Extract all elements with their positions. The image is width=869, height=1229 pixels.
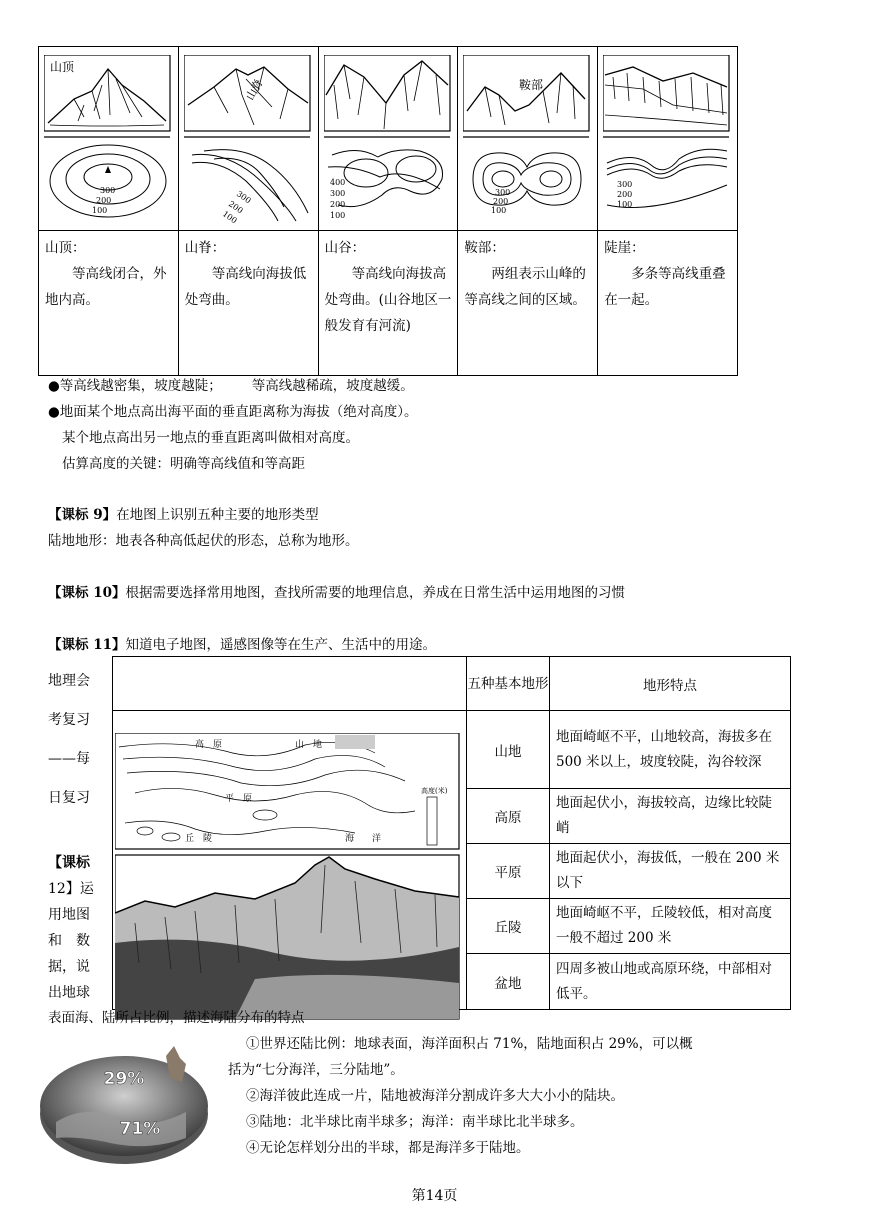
ocean-percentage: 71% (119, 1119, 161, 1139)
side-review-text (48, 662, 104, 818)
land-percentage: 29% (103, 1069, 145, 1089)
landform-desc: 多条等高线重叠在一起。 (604, 266, 726, 308)
page-number: 第14页 (411, 1188, 458, 1204)
fact-line: ②海洋彼此连成一片，陆地被海洋分割成许多大大小小的陆块。 (246, 1088, 624, 1104)
peak-image-cell (39, 47, 179, 231)
landform-type: 平原 (467, 844, 550, 899)
landform-name: 陡崖： (604, 240, 645, 256)
standard-11 (48, 633, 436, 653)
contour-label: 100 (220, 209, 239, 226)
landform-desc-cell (598, 231, 738, 376)
contour-label: 200 (493, 197, 509, 206)
map-label-hill: 丘 陵 (185, 834, 213, 844)
ridge-image-cell (178, 47, 318, 231)
saddle-image-cell (458, 47, 598, 231)
contour-label: 300 (495, 188, 511, 197)
map-label-mountain: 山 地 (295, 740, 323, 750)
map-legend-title: 高度(米) (421, 787, 448, 795)
landform-images-cell (113, 711, 467, 1010)
landform-name: 鞍部： (464, 240, 505, 256)
side-line: 【课标 (48, 855, 90, 871)
landform-type: 山地 (467, 711, 550, 789)
estimate-height-note: 估算高度的关键：明确等高线值和等高距 (62, 456, 305, 472)
landform-feature: 四周多被山地或高原环绕，中部相对低平。 (550, 954, 791, 1010)
standard-text: 根据需要选择常用地图，查找所需要的地理信息，养成在日常生活中运用地图的习惯 (125, 585, 625, 601)
landform-feature: 地面起伏小，海拔低，一般在 200 米以下 (550, 844, 791, 899)
bullet-text: 等高线越稀疏，坡度越缓。 (251, 378, 414, 394)
landform-name: 山谷： (324, 240, 366, 256)
contour-label: 100 (491, 206, 507, 215)
map-label-plateau: 高 原 (195, 740, 223, 750)
standard-text: 在地图上识别五种主要的地形类型 (116, 507, 319, 523)
five-landforms-table (112, 656, 791, 1010)
side-standard-12 (48, 850, 104, 1006)
landform-desc: 等高线向海拔高处弯曲。(山谷地区一般发育有河流) (324, 266, 452, 334)
fact-line: ①世界还陆比例：地球表面，海洋面积占 71%，陆地面积占 29%，可以概 (246, 1036, 693, 1052)
side-line: 12】运 (48, 881, 94, 897)
contour-label: 300 (100, 186, 116, 195)
map-label-ocean: 海 洋 (345, 834, 382, 844)
standard-9 (48, 503, 319, 523)
landform-name: 山脊： (184, 240, 226, 256)
contour-label: 200 (617, 190, 633, 199)
landform-desc-cell (318, 231, 458, 376)
image-row (39, 47, 738, 231)
landform-desc: 两组表示山峰的等高线之间的区域。 (464, 266, 586, 308)
landform-type: 丘陵 (467, 899, 550, 954)
landform-type: 盆地 (467, 954, 550, 1010)
side-line: 出地球 (48, 985, 90, 1001)
landform-name: 山顶： (45, 240, 86, 256)
table-header-row (113, 657, 791, 711)
sea-land-ratio-disk (36, 1042, 216, 1168)
contour-label: 200 (96, 196, 112, 205)
map-label-plain: 平 原 (225, 794, 253, 804)
contour-label: 100 (329, 211, 345, 220)
ridge-illustration (184, 55, 312, 227)
contour-label: 200 (329, 200, 345, 209)
landform-desc: 等高线闭合，外地内高。 (45, 266, 167, 308)
standard-10 (48, 581, 625, 601)
peak-illustration (44, 55, 172, 227)
side-line: 用地图 (48, 907, 90, 923)
landform-feature: 地面起伏小，海拔较高，边缘比较陡峭 (550, 789, 791, 844)
side-line: 和 数 (48, 933, 90, 949)
contour-label: 400 (329, 178, 345, 187)
landform-map-and-photo (115, 733, 467, 1023)
bullet-slope (48, 374, 414, 394)
saddle-illustration (463, 55, 591, 227)
standard-12-continuation: 表面海、陆所占比例，描述海陆分布的特点 (48, 1010, 305, 1026)
landform-desc: 等高线向海拔低处弯曲。 (184, 266, 307, 308)
landform-feature: 地面崎岖不平，丘陵较低，相对高度一般不超过 200 米 (550, 899, 791, 954)
cliff-illustration (603, 55, 731, 227)
standard-text: 知道电子地图，遥感图像等在生产、生活中的用途。 (125, 637, 436, 653)
header-landform-type: 五种基本地形 (467, 657, 550, 711)
cliff-image-cell (598, 47, 738, 231)
side-line: ——每 (48, 751, 90, 767)
fact-line: ③陆地：北半球比南半球多；海洋：南半球比北半球多。 (246, 1114, 584, 1130)
landform-type: 高原 (467, 789, 550, 844)
description-row (39, 231, 738, 376)
table-row (113, 711, 791, 789)
side-line: 地理会 (48, 673, 90, 689)
contour-landform-table (38, 46, 738, 376)
blank-header-cell (113, 657, 467, 711)
side-line: 据，说 (48, 959, 90, 975)
landform-desc-cell (458, 231, 598, 376)
contour-label: 100 (92, 206, 108, 215)
ridge-label: 山脊 (243, 76, 266, 103)
standard-tag: 【课标 10】 (48, 585, 126, 601)
standard-tag: 【课标 9】 (48, 507, 117, 523)
contour-label: 300 (617, 180, 633, 189)
header-landform-feature: 地形特点 (550, 657, 791, 711)
landform-desc-cell (178, 231, 318, 376)
side-line: 日复习 (48, 790, 90, 806)
landform-definition: 陆地地形：地表各种高低起伏的形态，总称为地形。 (48, 533, 359, 549)
landform-desc-cell (39, 231, 179, 376)
contour-label: 100 (617, 200, 633, 209)
contour-label: 300 (234, 189, 253, 206)
fact-line: ④无论怎样划分出的半球，都是海洋多于陆地。 (246, 1140, 530, 1156)
saddle-label: 鞍部 (519, 78, 544, 92)
valley-image-cell (318, 47, 458, 231)
standard-tag: 【课标 11】 (48, 637, 126, 653)
peak-label: 山顶 (50, 60, 75, 74)
valley-illustration (324, 55, 452, 227)
bullet-altitude: ●地面某个地点高出海平面的垂直距离称为海拔（绝对高度）。 (48, 404, 418, 420)
landform-feature: 地面崎岖不平，山地较高，海拔多在 500 米以上，坡度较陡，沟谷较深 (550, 711, 791, 789)
bullet-text: ●等高线越密集，坡度越陡； (48, 378, 222, 394)
contour-label: 300 (329, 189, 345, 198)
side-line: 考复习 (48, 712, 90, 728)
contour-label: 200 (226, 199, 245, 216)
relative-height-note: 某个地点高出另一地点的垂直距离叫做相对高度。 (62, 430, 359, 446)
fact-line: 括为“七分海洋，三分陆地”。 (228, 1062, 404, 1078)
